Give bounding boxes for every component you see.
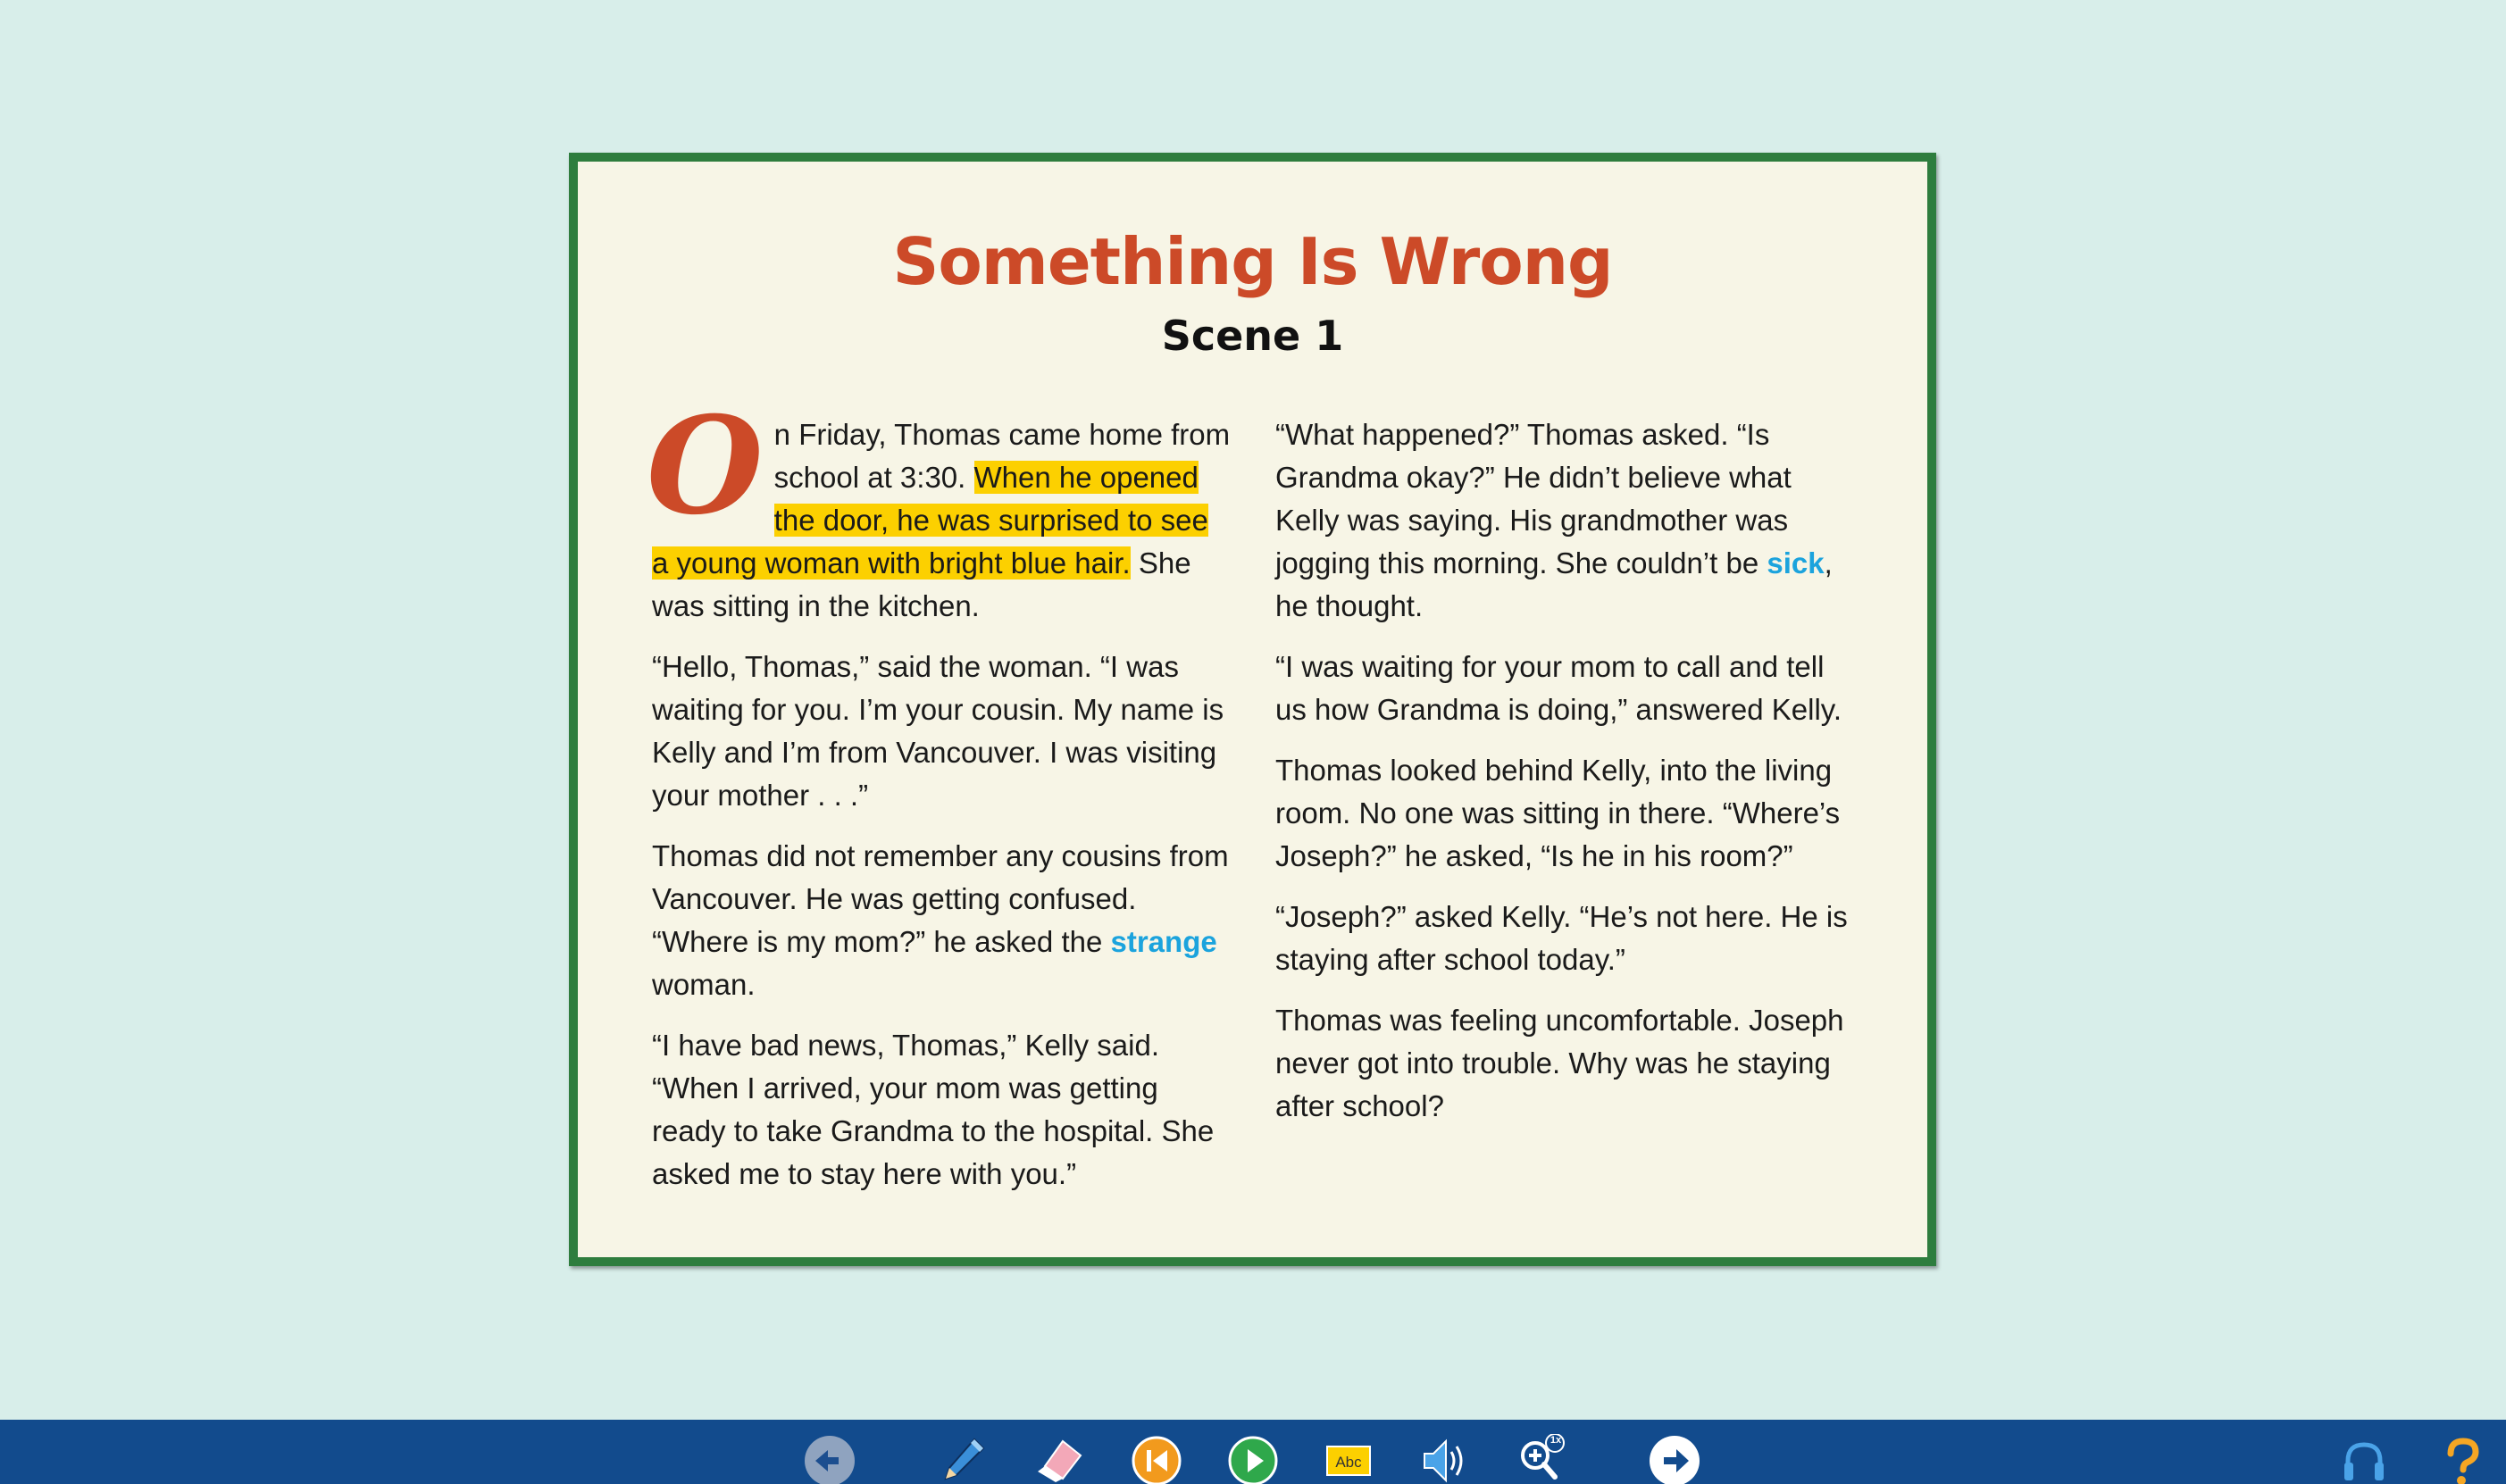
scene-heading: Scene 1 xyxy=(1161,312,1344,360)
eraser-icon xyxy=(1032,1434,1086,1484)
back-button[interactable] xyxy=(803,1434,856,1484)
next-arrow-icon xyxy=(1648,1434,1701,1484)
back-arrow-icon xyxy=(803,1434,856,1484)
text-run: “What happened?” Thomas asked. “Is Grandma okay?” He didn’t believe what Kelly was saying. His grandmother was jogging this morning. She couldn’t be xyxy=(1275,418,1792,579)
speaker-icon xyxy=(1417,1434,1471,1484)
story-title: Something Is Wrong xyxy=(892,224,1613,299)
story-page xyxy=(569,153,1936,1266)
audio-button[interactable] xyxy=(1417,1434,1471,1484)
zoom-button[interactable] xyxy=(1514,1434,1567,1484)
paragraph xyxy=(647,388,1232,628)
restart-button[interactable] xyxy=(1130,1434,1183,1484)
headphones-icon xyxy=(2337,1434,2391,1484)
text-run: woman. xyxy=(652,968,756,1001)
drop-cap: O xyxy=(647,388,764,545)
listen-button[interactable] xyxy=(2337,1434,2391,1484)
paragraph: “Joseph?” asked Kelly. “He’s not here. He is staying after school today.” xyxy=(1275,900,1848,976)
help-icon xyxy=(2435,1434,2488,1484)
eraser-tool-button[interactable] xyxy=(1032,1434,1086,1484)
next-page-button[interactable] xyxy=(1648,1434,1701,1484)
text-run: n Friday, Thomas came home from school at 3:30. xyxy=(773,418,1231,494)
text-run: Thomas did not remember any cousins from Vancouver. He was getting confused. “Where is my mom?” he asked the xyxy=(652,839,1229,958)
pencil-tool-button[interactable] xyxy=(937,1434,990,1484)
play-icon xyxy=(1226,1434,1280,1484)
highlight-text-button[interactable] xyxy=(1322,1434,1375,1484)
text-run: She was sitting in the kitchen. xyxy=(652,546,1191,622)
paragraph xyxy=(1275,413,1856,628)
pencil-icon xyxy=(937,1434,990,1484)
paragraph: “Hello, Thomas,” said the woman. “I was waiting for you. I’m your cousin. My name is Kelly and I’m from Vancouver. I was visiting your mother . . .” xyxy=(652,650,1224,812)
text-run: , he thought. xyxy=(1275,546,1833,622)
vocab-word-sick[interactable]: sick xyxy=(1767,546,1825,579)
zoom-level-label: 1x xyxy=(1550,1435,1562,1446)
paragraph xyxy=(652,835,1232,1006)
paragraph: “I was waiting for your mom to call and tell us how Grandma is doing,” answered Kelly. xyxy=(1275,650,1842,726)
paragraph: Thomas was feeling uncomfortable. Joseph never got into trouble. Why was he staying after school? xyxy=(1275,1004,1844,1122)
vocab-word-strange[interactable]: strange xyxy=(1110,925,1217,958)
highlighted-sentence[interactable]: When he opened the door, he was surprised to see a young woman with bright blue hair. xyxy=(652,461,1208,579)
right-text-column xyxy=(1275,413,1856,1146)
help-button[interactable] xyxy=(2435,1434,2488,1484)
play-button[interactable] xyxy=(1226,1434,1280,1484)
bottom-toolbar xyxy=(0,1420,2506,1484)
restart-icon xyxy=(1130,1434,1183,1484)
abc-label: Abc xyxy=(1335,1454,1362,1471)
left-text-column xyxy=(647,388,1232,1213)
paragraph: Thomas looked behind Kelly, into the living room. No one was sitting in there. “Where’s Joseph?” he asked, “Is he in his room?” xyxy=(1275,754,1841,872)
paragraph: “I have bad news, Thomas,” Kelly said. “When I arrived, your mom was getting ready to take Grandma to the hospital. She asked me to stay here with you.” xyxy=(652,1029,1215,1190)
